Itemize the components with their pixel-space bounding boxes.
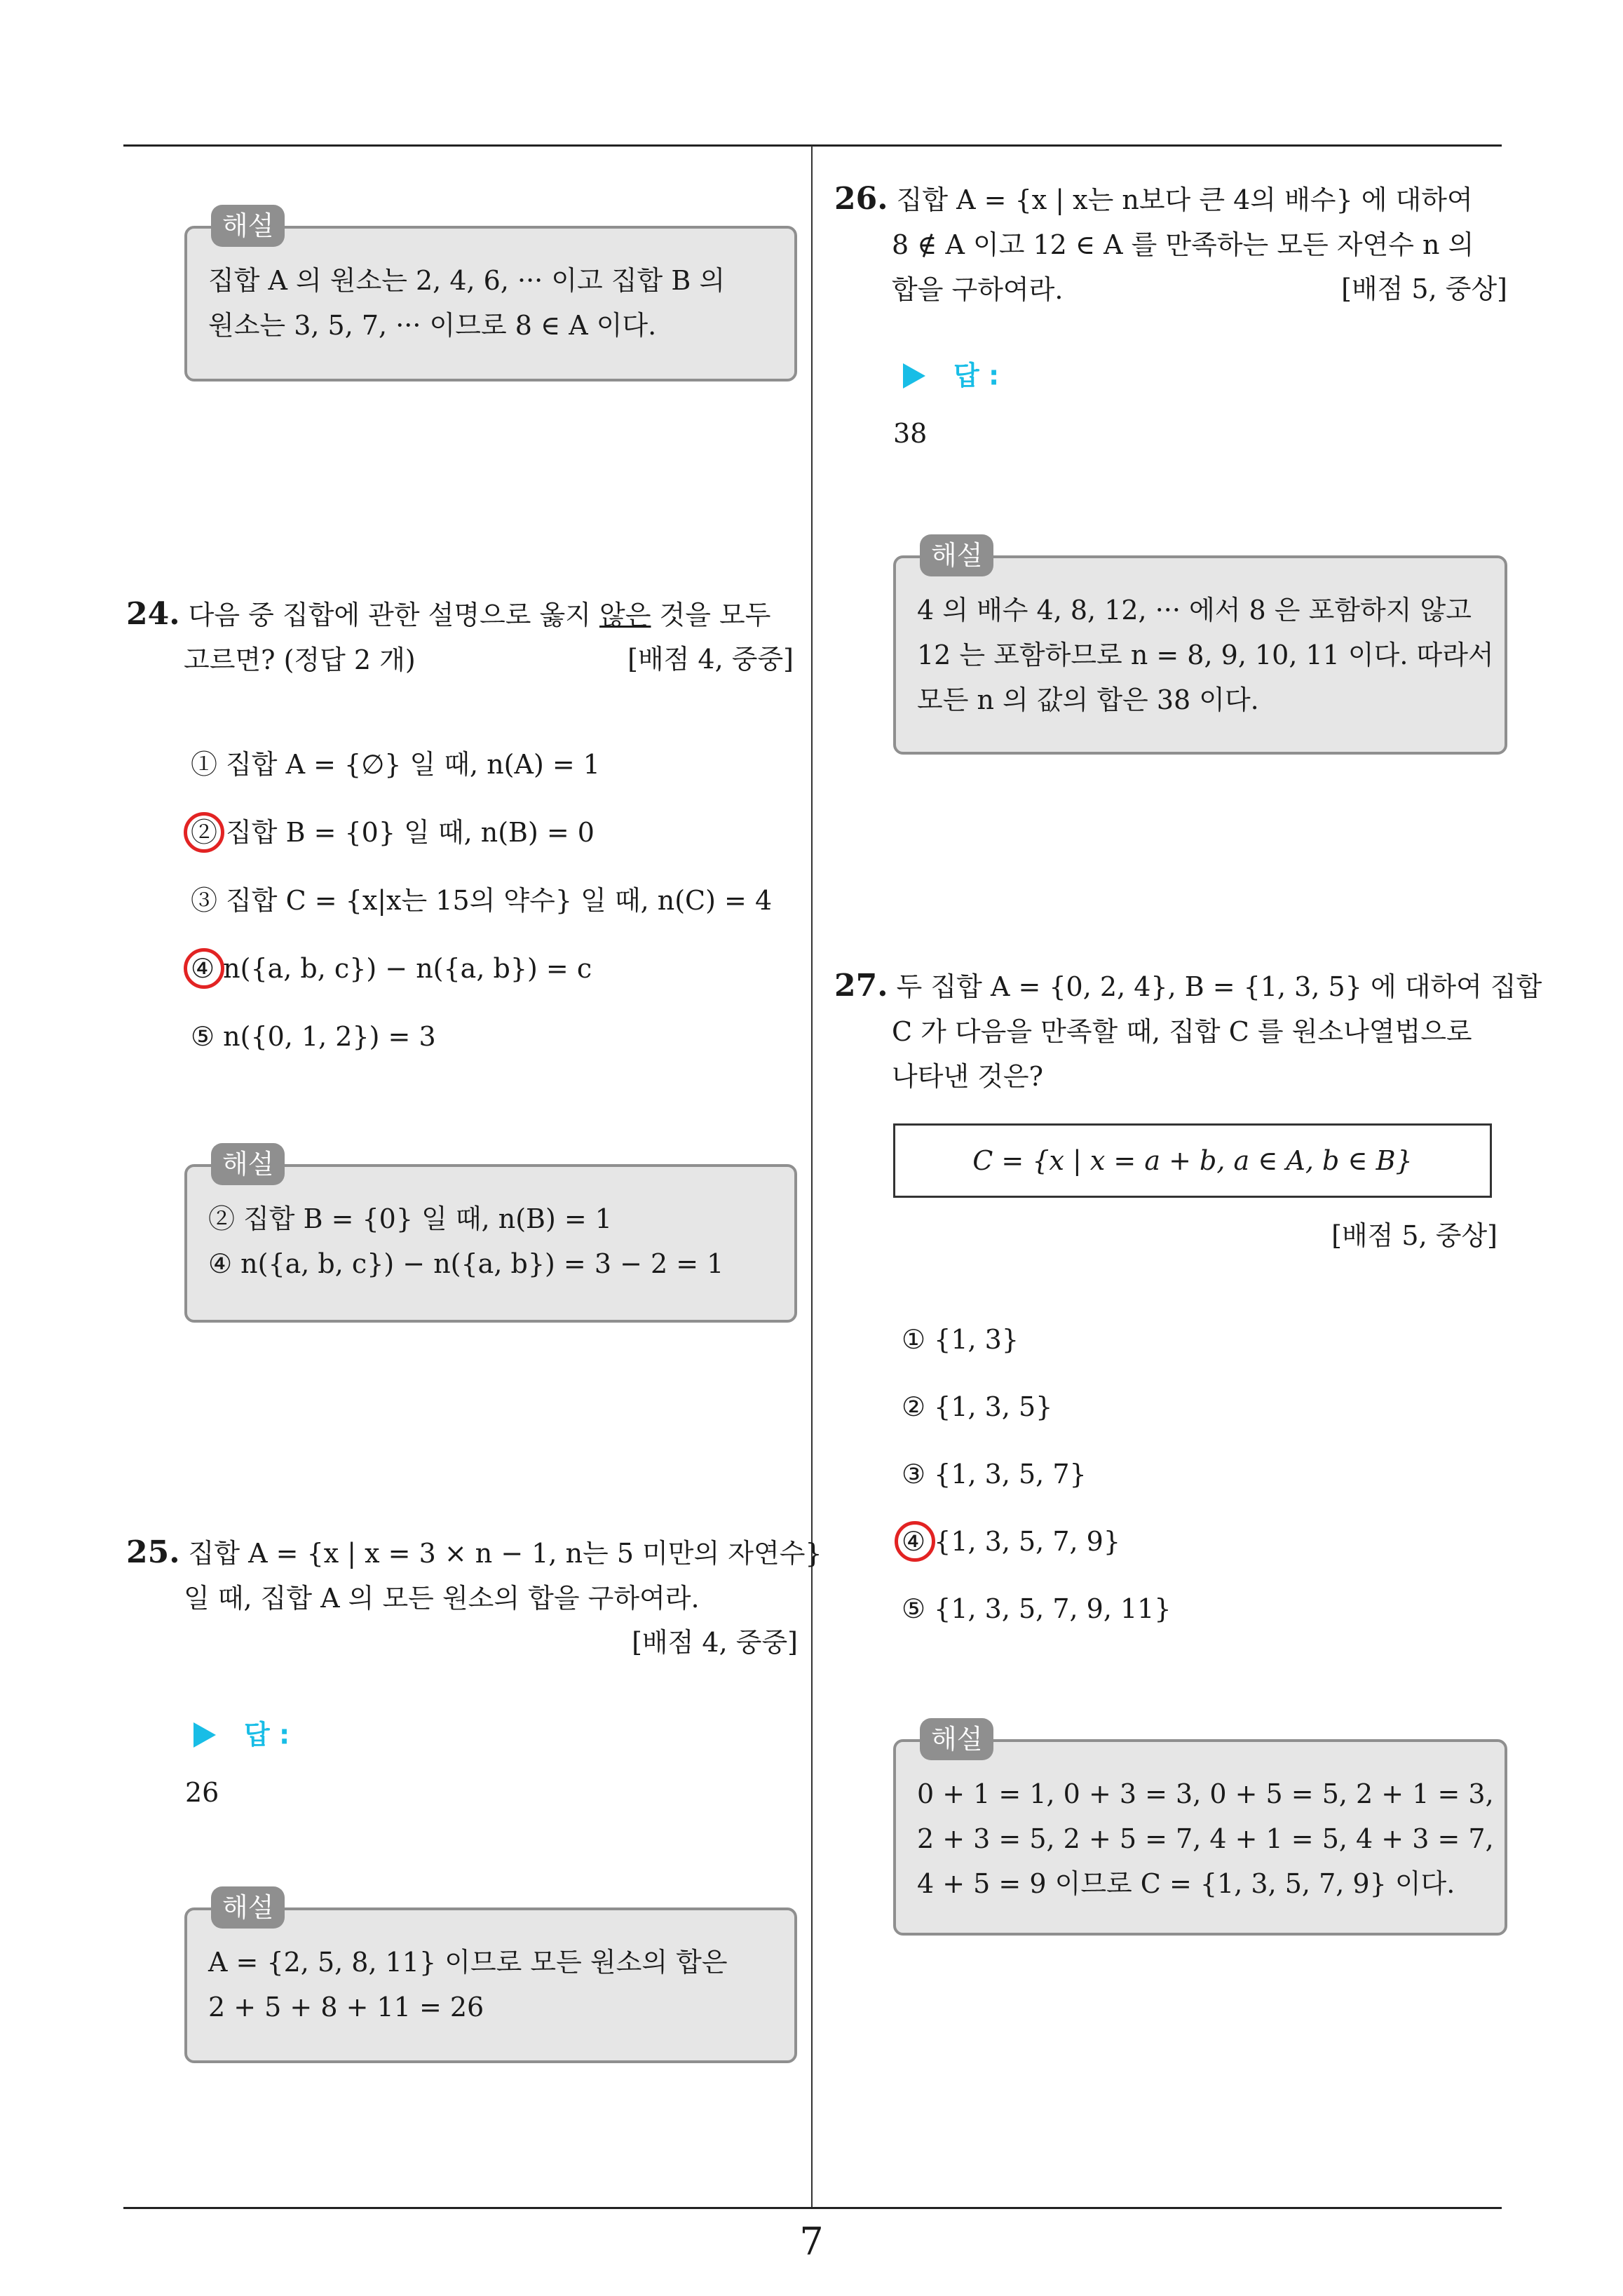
solution-label: 해설 (211, 1886, 285, 1929)
choice-1[interactable]: ① 집합 A = {∅} 일 때, n(A) = 1 (191, 749, 600, 780)
choice-5[interactable]: ⑤ {1, 3, 5, 7, 9, 11} (902, 1593, 1172, 1624)
choice-3[interactable]: ③ {1, 3, 5, 7} (902, 1459, 1087, 1490)
solution-label: 해설 (920, 1718, 993, 1760)
choice-4[interactable]: ④ n({a, b, c}) − n({a, b}) = c (191, 953, 592, 984)
solution-box-q27 (893, 1724, 1507, 1936)
score-label: [배점 5, 중상] (1331, 1220, 1498, 1251)
choice-2[interactable]: ② {1, 3, 5} (902, 1391, 1053, 1422)
solution-box-q26 (893, 540, 1507, 755)
question-text: 집합 A = {x | x = 3 × n − 1, n는 5 미만의 자연수} (188, 1538, 822, 1569)
question-number: 25. (126, 1534, 180, 1570)
solution-line: A = {2, 5, 8, 11} 이므로 모든 원소의 합은 (208, 1947, 728, 1978)
choice-2[interactable]: ② 집합 B = {0} 일 때, n(B) = 0 (191, 817, 595, 848)
question-text: 합을 구하여라. (892, 274, 1064, 305)
play-triangle-icon (903, 363, 925, 389)
question-25 (126, 1530, 822, 1621)
solution-label: 해설 (211, 1143, 285, 1185)
bottom-rule (123, 2207, 1502, 2209)
answer-label: 답 : (953, 360, 1000, 391)
choice-3[interactable]: ③ 집합 C = {x|x는 15의 약수} 일 때, n(C) = 4 (191, 885, 773, 916)
solution-line: 원소는 3, 5, 7, ··· 이므로 8 ∈ A 이다. (208, 310, 657, 341)
answer-value: 26 (185, 1777, 219, 1808)
solution-line: 12 는 포함하므로 n = 8, 9, 10, 11 이다. 따라서 (917, 640, 1494, 670)
choice-1[interactable]: ① {1, 3} (902, 1324, 1019, 1355)
choice-5[interactable]: ⑤ n({0, 1, 2}) = 3 (191, 1021, 436, 1052)
solution-line: 집합 A 의 원소는 2, 4, 6, ··· 이고 집합 B 의 (208, 265, 726, 296)
play-triangle-icon (193, 1722, 216, 1748)
question-text: 8 ∉ A 이고 12 ∈ A 를 만족하는 모든 자연수 n 의 (892, 229, 1474, 260)
solution-line: 0 + 1 = 1, 0 + 3 = 3, 0 + 5 = 5, 2 + 1 = 3, (917, 1778, 1494, 1809)
solution-box-q24 (184, 1149, 797, 1323)
question-text-underlined: 않은 (599, 600, 651, 630)
selected-mark-circle (184, 948, 224, 989)
score-label: [배점 4, 중중] (627, 644, 794, 675)
solution-line: 2 + 5 + 8 + 11 = 26 (208, 1992, 484, 2022)
solution-line: 모든 n 의 값의 합은 38 이다. (917, 684, 1259, 715)
question-text: 집합 A = {x | x는 n보다 큰 4의 배수} 에 대하여 (896, 184, 1473, 215)
answer-row (903, 352, 999, 397)
solution-label: 해설 (211, 205, 285, 247)
condition-box: C = {x | x = a + b, a ∈ A, b ∈ B} (893, 1123, 1492, 1198)
page-number: 7 (799, 2220, 824, 2264)
question-text: C 가 다음을 만족할 때, 집합 C 를 원소나열법으로 (892, 1016, 1472, 1047)
question-text: 나타낸 것은? (892, 1061, 1043, 1092)
question-text: 다음 중 집합에 관한 설명으로 옳지 (188, 600, 600, 630)
answer-value: 38 (893, 418, 928, 449)
question-number: 26. (834, 181, 888, 217)
solution-line: ④ n({a, b, c}) − n({a, b}) = 3 − 2 = 1 (208, 1248, 724, 1279)
question-27 (834, 964, 1542, 1099)
solution-box-q23 (184, 210, 797, 381)
selected-mark-circle (895, 1521, 935, 1562)
top-rule (123, 144, 1502, 147)
answer-row (193, 1711, 290, 1756)
question-number: 24. (126, 596, 180, 632)
solution-line: 4 의 배수 4, 8, 12, ··· 에서 8 은 포함하지 않고 (917, 595, 1472, 626)
answer-label: 답 : (244, 1719, 290, 1750)
selected-mark-circle (184, 812, 224, 853)
choice-4[interactable]: ④ {1, 3, 5, 7, 9} (902, 1526, 1121, 1557)
question-text: 것을 모두 (651, 600, 771, 630)
solution-line: 2 + 3 = 5, 2 + 5 = 7, 4 + 1 = 5, 4 + 3 = 7, (917, 1823, 1494, 1854)
question-text: 일 때, 집합 A 의 모든 원소의 합을 구하여라. (184, 1583, 700, 1614)
score-label: [배점 5, 중상] (1341, 274, 1507, 304)
question-text: 두 집합 A = {0, 2, 4}, B = {1, 3, 5} 에 대하여 집합 (896, 971, 1542, 1002)
solution-line: 4 + 5 = 9 이므로 C = {1, 3, 5, 7, 9} 이다. (917, 1868, 1455, 1899)
solution-line: ② 집합 B = {0} 일 때, n(B) = 1 (208, 1203, 612, 1234)
column-divider (811, 146, 813, 2208)
solution-label: 해설 (920, 534, 993, 576)
solution-box-q25 (184, 1892, 797, 2063)
score-label: [배점 4, 중중] (632, 1627, 798, 1658)
question-text: 고르면? (정답 2 개) (184, 644, 416, 675)
question-number: 27. (834, 968, 888, 1004)
